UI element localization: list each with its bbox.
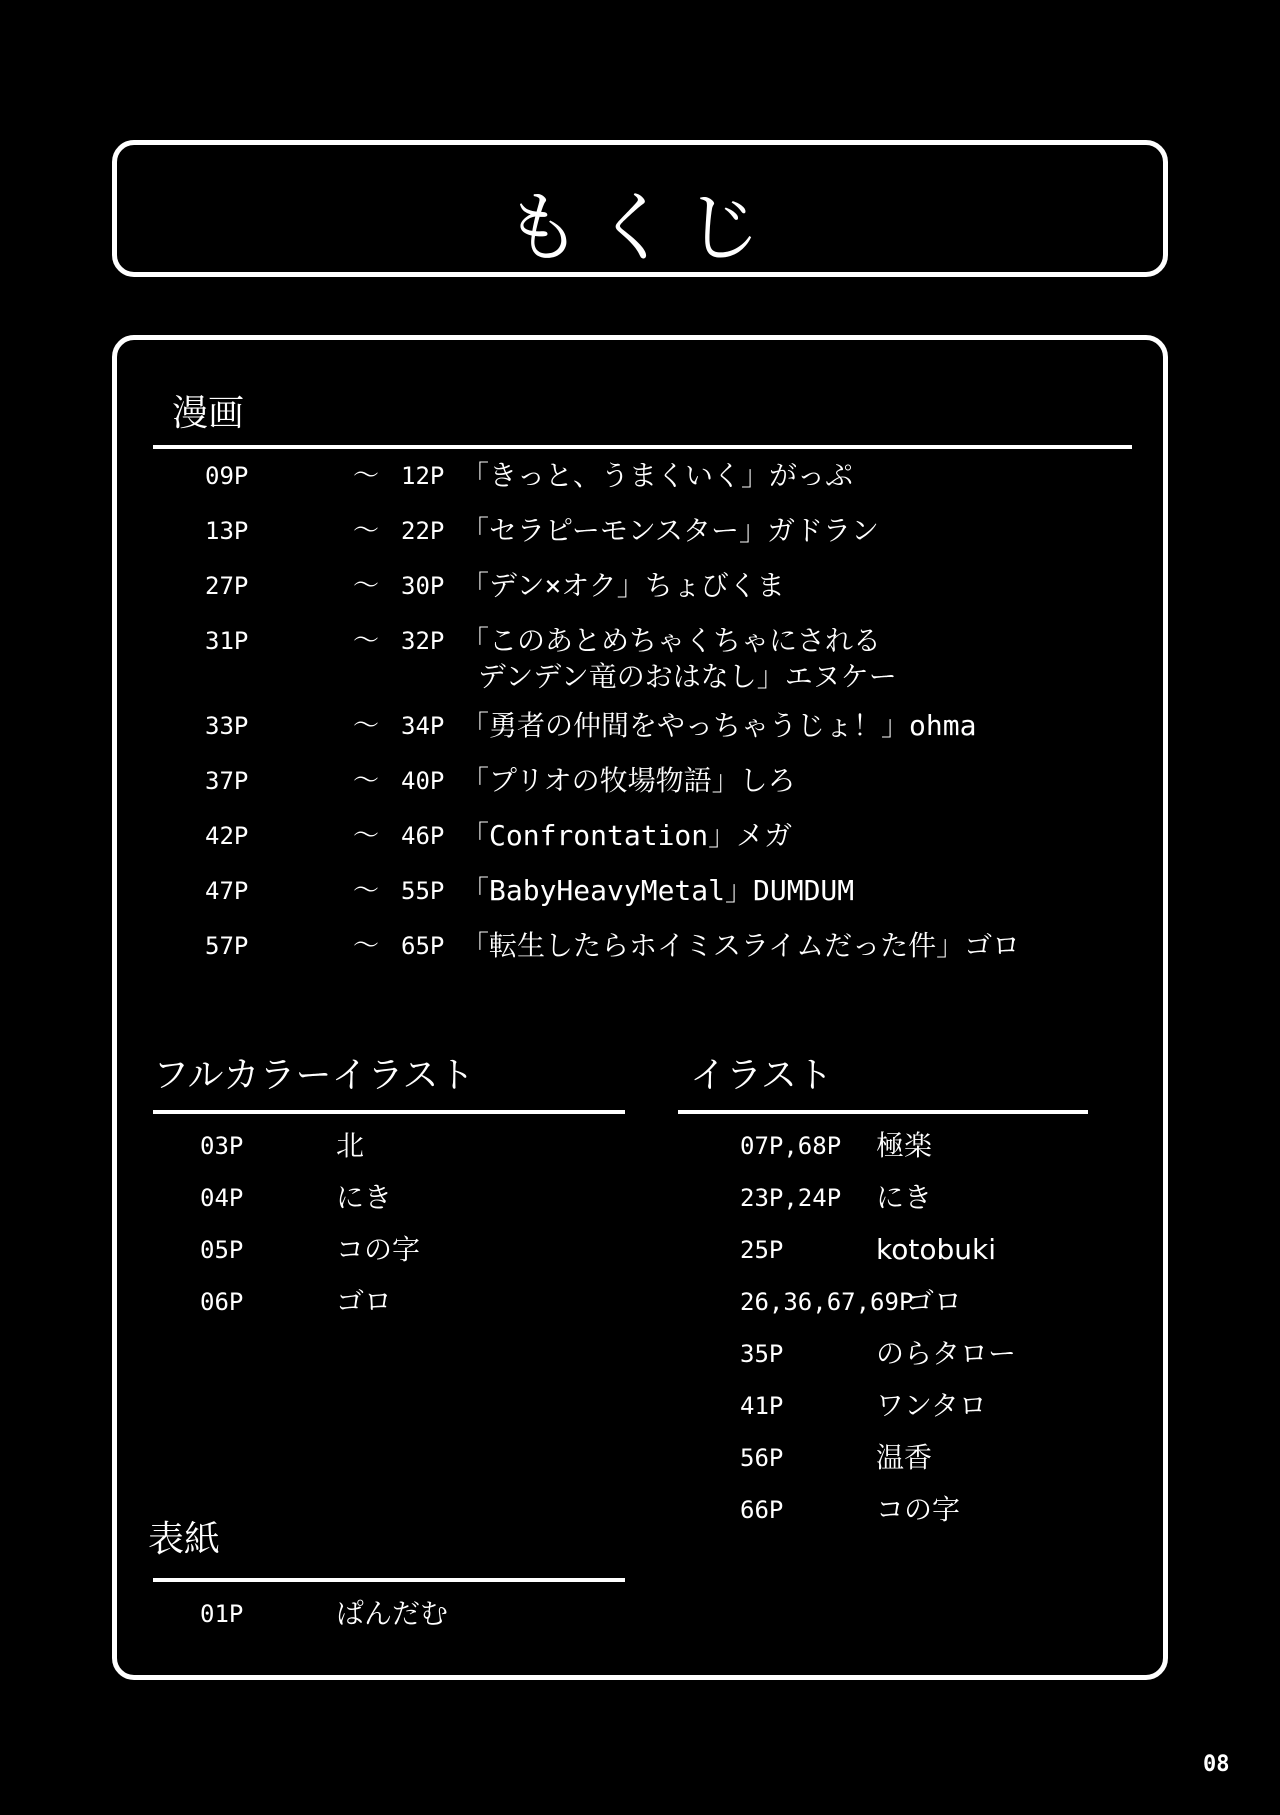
fullcolor-divider	[153, 1110, 625, 1114]
manga-entry	[205, 928, 1020, 964]
manga-entry	[205, 818, 1020, 854]
page-end: 12P	[401, 462, 445, 490]
manga-entry	[205, 708, 1020, 744]
credit-artist: 温香	[876, 1441, 933, 1474]
page-range-separator: ～	[353, 461, 380, 491]
manga-entry	[205, 458, 1020, 494]
credit-artist: ワンタロ	[876, 1389, 987, 1422]
page-start: 37P	[205, 767, 249, 795]
page-end: 40P	[401, 767, 445, 795]
credit-pages: 56P	[740, 1444, 784, 1472]
manga-divider	[153, 445, 1132, 449]
illust-entry	[740, 1492, 1016, 1544]
cover-entry	[200, 1596, 448, 1648]
manga-entry	[205, 513, 1020, 549]
work-title-author: 「デン×オク」ちょびくま	[461, 569, 785, 602]
illust-entry	[740, 1232, 1016, 1284]
manga-heading: 漫画	[172, 393, 245, 434]
illust-entry	[740, 1128, 1016, 1180]
credit-artist: kotobuki	[876, 1233, 996, 1266]
fullcolor-entry	[200, 1284, 420, 1336]
page-range-separator: ～	[353, 571, 380, 601]
credit-artist: にき	[336, 1181, 393, 1214]
illust-entry	[740, 1284, 1016, 1336]
page-end: 46P	[401, 822, 445, 850]
illust-entry	[740, 1440, 1016, 1492]
illust-entry	[740, 1180, 1016, 1232]
page-range-separator: ～	[353, 876, 380, 906]
page-start: 42P	[205, 822, 249, 850]
page-start: 57P	[205, 932, 249, 960]
fullcolor-heading: フルカラーイラスト	[153, 1055, 475, 1096]
credit-pages: 07P,68P	[740, 1132, 842, 1160]
credit-pages: 41P	[740, 1392, 784, 1420]
page-number: 08	[1203, 1752, 1230, 1777]
page-range-separator: ～	[353, 821, 380, 851]
title-frame	[112, 140, 1168, 277]
credit-pages: 35P	[740, 1340, 784, 1368]
credit-pages: 04P	[200, 1184, 244, 1212]
page-start: 47P	[205, 877, 249, 905]
page-range-separator: ～	[353, 931, 380, 961]
credit-artist: ぱんだむ	[336, 1597, 449, 1630]
work-title-author: 「Confrontation」メガ	[461, 819, 793, 852]
credit-artist: にき	[876, 1181, 933, 1214]
work-title-author: 「勇者の仲間をやっちゃうじょ！」ohma	[461, 709, 977, 742]
page-title: もくじ	[505, 183, 775, 272]
credit-pages: 23P,24P	[740, 1184, 842, 1212]
illust-list	[740, 1128, 1016, 1544]
page-end: 55P	[401, 877, 445, 905]
credit-pages: 06P	[200, 1288, 244, 1316]
page-start: 13P	[205, 517, 249, 545]
manga-list	[205, 458, 1020, 983]
page-start: 31P	[205, 627, 249, 655]
work-title-author: 「セラピーモンスター」ガドラン	[461, 514, 880, 547]
credit-artist: コの字	[336, 1233, 421, 1266]
illust-divider	[678, 1110, 1088, 1114]
manga-entry	[205, 763, 1020, 799]
manga-entry	[205, 568, 1020, 604]
credit-pages: 25P	[740, 1236, 784, 1264]
credit-artist: コの字	[876, 1493, 961, 1526]
credit-artist: ゴロ	[906, 1285, 963, 1318]
credit-artist: のらタロー	[876, 1337, 1017, 1370]
page-end: 65P	[401, 932, 445, 960]
fullcolor-entry	[200, 1128, 420, 1180]
page-range-separator: ～	[353, 516, 380, 546]
page-start: 27P	[205, 572, 249, 600]
work-title-author: 「BabyHeavyMetal」DUMDUM	[461, 874, 855, 907]
fullcolor-entry	[200, 1232, 420, 1284]
fullcolor-list	[200, 1128, 420, 1336]
page-start: 33P	[205, 712, 249, 740]
page-end: 22P	[401, 517, 445, 545]
manga-entry	[205, 623, 1020, 695]
page-end: 30P	[401, 572, 445, 600]
credit-artist: 北	[336, 1129, 365, 1162]
work-title-author: 「転生したらホイミスライムだった件」ゴロ	[461, 929, 1021, 962]
work-title-author: 「きっと、うまくいく」がっぷ	[461, 459, 854, 492]
illust-heading: イラスト	[690, 1055, 833, 1096]
credit-pages: 05P	[200, 1236, 244, 1264]
manga-entry	[205, 873, 1020, 909]
credit-artist: ゴロ	[336, 1285, 393, 1318]
page-range-separator: ～	[353, 711, 380, 741]
credit-pages: 66P	[740, 1496, 784, 1524]
credit-pages: 01P	[200, 1600, 244, 1628]
cover-heading: 表紙	[148, 1519, 221, 1560]
cover-divider	[153, 1578, 625, 1582]
fullcolor-entry	[200, 1180, 420, 1232]
page-start: 09P	[205, 462, 249, 490]
credit-artist: 極楽	[876, 1129, 933, 1162]
work-title-author: 「このあとめちゃくちゃにされる デンデン竜のおはなし」エヌケー	[461, 624, 897, 693]
work-title-author: 「プリオの牧場物語」しろ	[461, 764, 796, 797]
cover-list	[200, 1596, 448, 1648]
page-end: 32P	[401, 627, 445, 655]
credit-pages: 26,36,67,69P	[740, 1288, 914, 1316]
page-range-separator: ～	[353, 766, 380, 796]
illust-entry	[740, 1336, 1016, 1388]
credit-pages: 03P	[200, 1132, 244, 1160]
illust-entry	[740, 1388, 1016, 1440]
page-range-separator: ～	[353, 626, 380, 656]
page-end: 34P	[401, 712, 445, 740]
